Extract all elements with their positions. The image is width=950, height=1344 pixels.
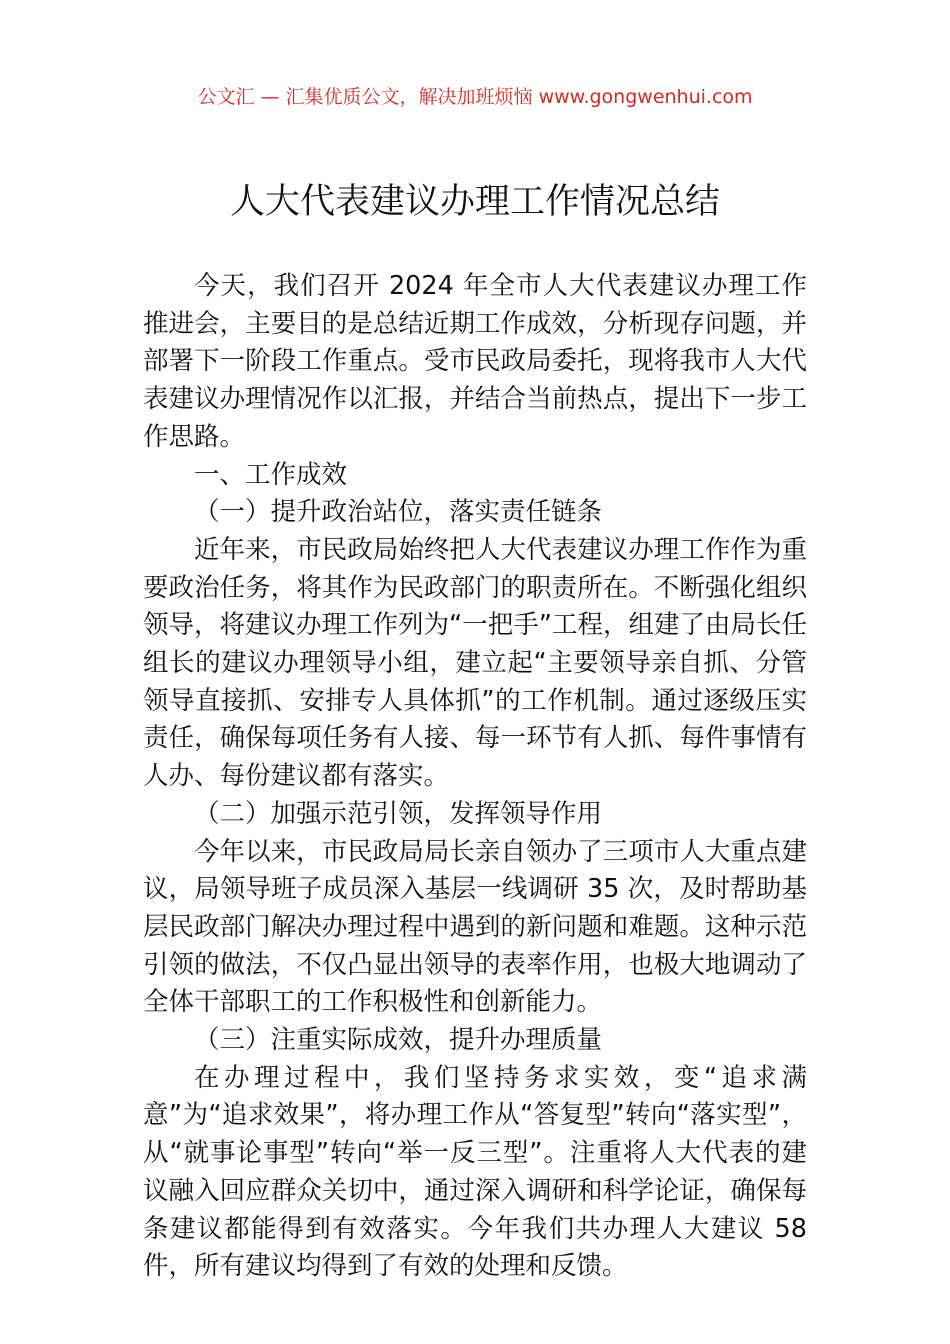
paragraph-1: 近年来，市民政局始终把人大代表建议办理工作作为重要政治任务，将其作为民政部门的职责所在。不断强化组织领导，将建议办理工作列为“一把手”工程，组建了由局长任组长的建议办理领导小组，建立起“主要领导亲自抓、分管领导直接抓、安排专人具体抓”的工作机制。通过逐级压实责任，确保每项任务有人接、每一环节有人抓、每件事情有人办、每份建议都有落实。: [143, 534, 807, 792]
header-banner: 公文汇 — 汇集优质公文，解决加班烦恼 www.gongwenhui.com: [197, 86, 753, 108]
subheading-2: （二）加强示范引领，发挥领导作用: [194, 798, 603, 829]
paragraph-2: 今年以来，市民政局局长亲自领办了三项市人大重点建议，局领导班子成员深入基层一线调研 35 次，及时帮助基层民政部门解决办理过程中遇到的新问题和难题。这种示范引领的做法，不仅凸显出领导的表率作用，也极大地调动了全体干部职工的工作积极性和创新能力。: [143, 836, 807, 1018]
subheading-1: （一）提升政治站位，落实责任链条: [194, 497, 603, 528]
document-title: 人大代表建议办理工作情况总结: [229, 182, 720, 222]
section-heading-achievements: 一、工作成效: [194, 459, 348, 490]
document-body: [143, 268, 807, 1286]
paragraph-3: 在办理过程中，我们坚持务求实效，变“追求满意”为“追求效果”，将办理工作从“答复型”转向“落实型”，从“就事论事型”转向“举一反三型”。注重将人大代表的建议融入回应群众关切中，通过深入调研和科学论证，确保每条建议都能得到有效落实。今年我们共办理人大建议 58 件，所有建议均得到了有效的处理和反馈。: [143, 1062, 807, 1282]
subheading-3: （三）注重实际成效，提升办理质量: [194, 1025, 603, 1056]
paragraph-intro: 今天，我们召开 2024 年全市人大代表建议办理工作推进会，主要目的是总结近期工作成效，分析现存问题，并部署下一阶段工作重点。受市民政局委托，现将我市人大代表建议办理情况作以汇报，并结合当前热点，提出下一步工作思路。: [143, 271, 807, 452]
